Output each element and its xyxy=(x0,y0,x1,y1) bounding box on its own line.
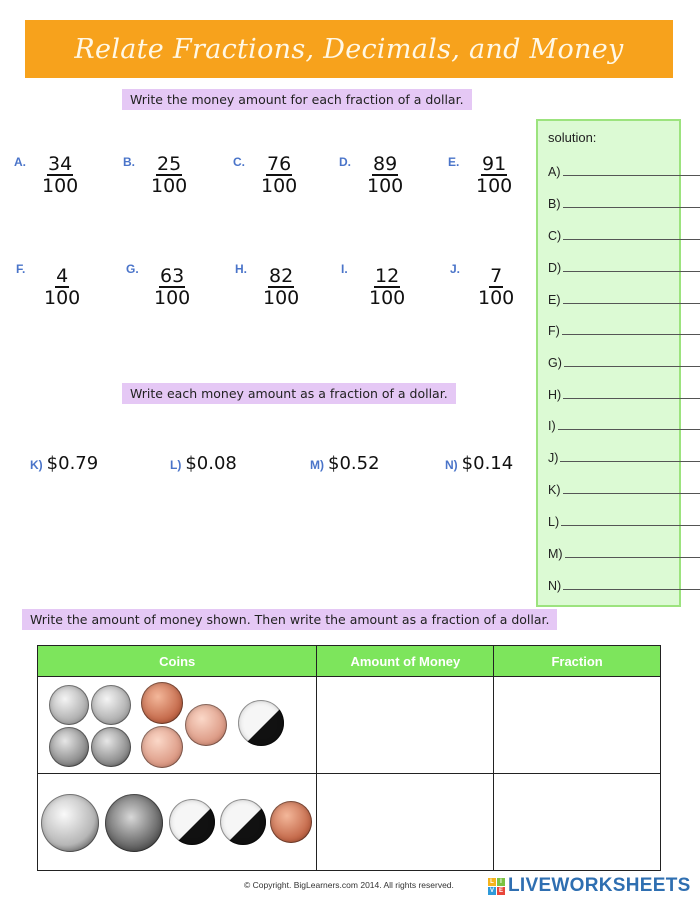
numerator: 7 xyxy=(490,265,503,287)
solution-label: D) xyxy=(548,261,562,275)
fraction-item-a xyxy=(14,155,94,205)
denominator: 100 xyxy=(42,175,79,197)
fraction-label: J. xyxy=(450,262,461,276)
page-title: Relate Fractions, Decimals, and Money xyxy=(74,33,624,65)
fraction-item-e xyxy=(448,155,528,205)
answer-input-a[interactable] xyxy=(563,162,700,176)
fraction xyxy=(154,267,190,308)
solution-label: M) xyxy=(548,547,563,561)
fraction xyxy=(476,155,512,196)
section1-instruction: Write the money amount for each fraction of a dollar. xyxy=(122,89,472,110)
fraction-item-c xyxy=(233,155,313,205)
title-banner xyxy=(25,20,673,78)
section2-instruction: Write each money amount as a fraction of a dollar. xyxy=(122,383,456,404)
money-label: M) xyxy=(310,458,324,472)
money-value: $0.79 xyxy=(46,453,99,474)
fraction-label: H. xyxy=(235,262,247,276)
solution-row-f xyxy=(548,318,673,338)
quarter-coin-icon xyxy=(105,794,163,852)
dime-coin-icon xyxy=(49,685,89,725)
solution-label: N) xyxy=(548,579,562,593)
numerator: 34 xyxy=(48,153,73,175)
solution-label: A) xyxy=(548,165,561,179)
penny-coin-icon xyxy=(185,704,227,746)
numerator: 89 xyxy=(373,153,398,175)
numerator: 76 xyxy=(267,153,292,175)
numerator: 91 xyxy=(482,153,507,175)
solution-row-a xyxy=(548,159,673,179)
fraction-label: F. xyxy=(16,262,26,276)
money-item-m xyxy=(310,453,380,474)
solution-label: L) xyxy=(548,515,560,529)
table-row xyxy=(38,774,661,871)
fraction-item-h xyxy=(235,262,315,312)
nickel-coin-icon xyxy=(238,700,284,746)
solution-row-j xyxy=(548,445,673,465)
coins-cell xyxy=(38,774,317,871)
denominator: 100 xyxy=(151,175,188,197)
liveworksheets-logo-icon xyxy=(488,878,505,895)
fraction-item-b xyxy=(123,155,203,205)
answer-input-i[interactable] xyxy=(558,416,700,430)
money-value: $0.52 xyxy=(328,453,380,474)
solution-row-l xyxy=(548,509,673,529)
logo-letter: L xyxy=(488,878,496,886)
brand-name: LIVEWORKSHEETS xyxy=(508,875,691,896)
answer-input-l[interactable] xyxy=(561,512,700,526)
fraction-label: B. xyxy=(123,155,135,169)
numerator: 4 xyxy=(56,265,69,287)
answer-input-f[interactable] xyxy=(562,321,700,335)
denominator: 100 xyxy=(369,287,406,309)
header-coins: Coins xyxy=(38,646,317,677)
solution-label: C) xyxy=(548,229,562,243)
penny-coin-icon xyxy=(141,726,183,768)
amount-cell[interactable] xyxy=(317,774,494,871)
fraction-cell[interactable] xyxy=(494,774,661,871)
answer-input-n[interactable] xyxy=(563,576,700,590)
solution-row-i xyxy=(548,413,673,433)
denominator: 100 xyxy=(261,175,298,197)
numerator: 25 xyxy=(157,153,182,175)
answer-input-k[interactable] xyxy=(563,480,700,494)
money-item-k xyxy=(30,453,98,474)
solution-label: F) xyxy=(548,324,560,338)
logo-letter: I xyxy=(497,878,505,886)
fraction-label: D. xyxy=(339,155,351,169)
table-header-row xyxy=(38,646,661,677)
copyright-text: © Copyright. BigLearners.com 2014. All rights reserved. xyxy=(244,880,454,890)
logo-letter: E xyxy=(498,887,503,894)
fraction-label: E. xyxy=(448,155,460,169)
penny-coin-icon xyxy=(270,801,312,843)
fraction-item-i xyxy=(341,262,421,312)
dime-coin-icon xyxy=(49,727,89,767)
coins-table xyxy=(37,645,661,871)
numerator: 63 xyxy=(160,265,185,287)
fraction-label: G. xyxy=(126,262,139,276)
money-value: $0.08 xyxy=(185,453,237,474)
money-label: K) xyxy=(30,458,43,472)
denominator: 100 xyxy=(263,287,300,309)
nickel-coin-icon xyxy=(220,799,266,845)
penny-coin-icon xyxy=(141,682,183,724)
solution-label: E) xyxy=(548,293,561,307)
answer-input-e[interactable] xyxy=(563,290,700,304)
money-label: N) xyxy=(445,458,458,472)
section3-instruction: Write the amount of money shown. Then write the amount as a fraction of a dollar. xyxy=(22,609,557,630)
fraction-item-f xyxy=(16,262,96,312)
solution-title: solution: xyxy=(548,130,597,145)
dime-coin-icon xyxy=(91,685,131,725)
answer-input-c[interactable] xyxy=(563,226,700,240)
solution-row-d xyxy=(548,255,673,275)
solution-row-m xyxy=(548,541,673,561)
solution-row-n xyxy=(548,573,673,593)
header-amount: Amount of Money xyxy=(317,646,494,677)
fraction xyxy=(478,267,514,308)
money-item-l xyxy=(170,453,237,474)
quarter-coin-icon xyxy=(41,794,99,852)
denominator: 100 xyxy=(44,287,81,309)
solution-row-k xyxy=(548,477,673,497)
fraction-item-g xyxy=(126,262,206,312)
answer-input-b[interactable] xyxy=(563,194,700,208)
fraction-cell[interactable] xyxy=(494,677,661,774)
fraction xyxy=(263,267,299,308)
logo-letter: V xyxy=(489,887,494,894)
answer-input-j[interactable] xyxy=(560,448,700,462)
solution-row-h xyxy=(548,382,673,402)
solution-label: K) xyxy=(548,483,561,497)
solution-label: B) xyxy=(548,197,561,211)
liveworksheets-brand[interactable] xyxy=(488,875,691,897)
table-row xyxy=(38,677,661,774)
coins-cell xyxy=(38,677,317,774)
dime-coin-icon xyxy=(91,727,131,767)
amount-cell[interactable] xyxy=(317,677,494,774)
denominator: 100 xyxy=(476,175,513,197)
fraction-label: I. xyxy=(341,262,348,276)
fraction xyxy=(369,267,405,308)
solution-label: G) xyxy=(548,356,562,370)
money-label: L) xyxy=(170,458,182,472)
nickel-coin-icon xyxy=(169,799,215,845)
solution-label: J) xyxy=(548,451,559,465)
solution-row-g xyxy=(548,350,673,370)
numerator: 12 xyxy=(375,265,400,287)
money-item-n xyxy=(445,453,513,474)
denominator: 100 xyxy=(154,287,191,309)
denominator: 100 xyxy=(367,175,404,197)
answer-input-g[interactable] xyxy=(564,353,700,367)
solution-row-b xyxy=(548,191,673,211)
denominator: 100 xyxy=(478,287,515,309)
solution-row-e xyxy=(548,287,673,307)
fraction-item-d xyxy=(339,155,419,205)
answer-input-h[interactable] xyxy=(563,385,700,399)
fraction-label: C. xyxy=(233,155,245,169)
fraction-item-j xyxy=(450,262,530,312)
fraction xyxy=(44,267,80,308)
fraction xyxy=(367,155,403,196)
solution-label: I) xyxy=(548,419,556,433)
answer-input-d[interactable] xyxy=(563,258,700,272)
header-fraction: Fraction xyxy=(494,646,661,677)
numerator: 82 xyxy=(269,265,294,287)
fraction xyxy=(261,155,297,196)
fraction xyxy=(151,155,187,196)
fraction xyxy=(42,155,78,196)
money-value: $0.14 xyxy=(461,453,514,474)
solution-row-c xyxy=(548,223,673,243)
solution-label: H) xyxy=(548,388,562,402)
solution-panel xyxy=(536,119,681,607)
fraction-label: A. xyxy=(14,155,26,169)
answer-input-m[interactable] xyxy=(565,544,700,558)
